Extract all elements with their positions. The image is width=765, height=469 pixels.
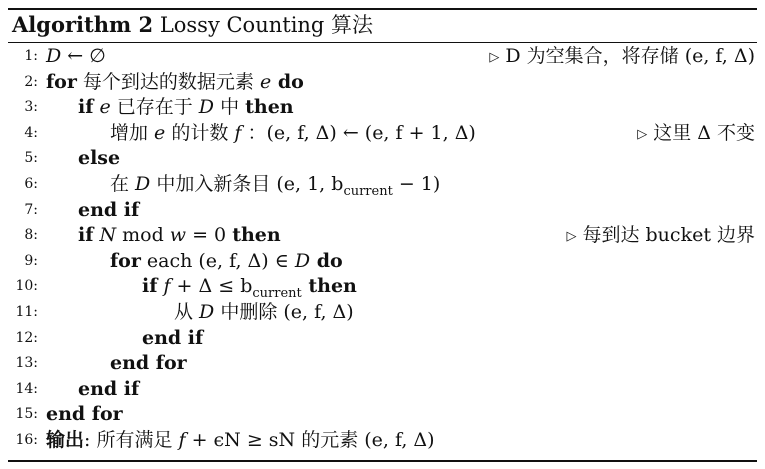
algorithm-body	[8, 44, 757, 454]
statement-fragment: 在	[110, 172, 136, 195]
comment-text: 每到达 bucket 边界	[582, 224, 755, 247]
statement-fragment: 的元素 (e, f, Δ)	[295, 428, 435, 451]
statement-fragment: 每个到达的数据元素	[76, 70, 260, 93]
line-statement	[46, 402, 123, 428]
line-number: 7:	[24, 201, 38, 218]
statement-fragment: current	[343, 183, 393, 199]
statement-fragment: f	[157, 275, 171, 298]
statement-fragment: end if	[78, 198, 140, 221]
line-number: 5:	[24, 150, 38, 167]
statement-fragment: 已存在于	[110, 96, 199, 119]
statement-fragment: f	[234, 121, 242, 144]
statement-fragment: D	[199, 300, 215, 323]
statement-fragment: if	[142, 275, 158, 298]
statement-fragment: do	[310, 249, 343, 272]
algorithm-line	[8, 44, 757, 70]
line-number: 12:	[15, 329, 38, 346]
statement-fragment: end if	[142, 326, 204, 349]
statement-fragment: then	[232, 224, 281, 247]
comment-triangle-icon: ▷	[566, 229, 577, 245]
statement-fragment: for	[46, 70, 77, 93]
statement-fragment: do	[271, 70, 304, 93]
statement-fragment: for	[110, 249, 141, 272]
algorithm-line	[8, 428, 757, 454]
algorithm-line	[8, 249, 757, 275]
statement-fragment: D	[135, 172, 151, 195]
statement-fragment: D	[294, 249, 311, 272]
line-statement	[78, 146, 120, 172]
line-number: 11:	[15, 303, 38, 320]
algorithm-line	[8, 300, 757, 326]
statement-fragment: end if	[78, 377, 140, 400]
algorithm-label: Algorithm 2	[12, 12, 154, 37]
line-comment	[637, 121, 755, 148]
line-comment	[566, 223, 755, 250]
statement-fragment: 中	[214, 96, 246, 119]
algorithm-line	[8, 377, 757, 403]
algorithm-line	[8, 172, 757, 198]
statement-fragment: + Δ ≤ b	[170, 275, 253, 298]
line-number: 14:	[15, 380, 38, 397]
line-statement	[78, 377, 139, 403]
line-number: 9:	[24, 252, 38, 269]
line-statement	[46, 70, 304, 96]
line-statement	[78, 198, 139, 224]
line-number: 16:	[15, 431, 38, 448]
statement-fragment: D	[46, 45, 62, 67]
line-statement	[142, 326, 203, 352]
algorithm-line	[8, 121, 757, 147]
statement-fragment: 中删除 (e, f, Δ)	[214, 300, 354, 323]
statement-fragment: 中加入新条目 (e, 1, b	[150, 172, 344, 195]
statement-fragment: e	[259, 70, 272, 93]
algorithm-line	[8, 146, 757, 172]
statement-fragment: mod	[116, 224, 170, 247]
line-number: 8:	[24, 227, 38, 244]
statement-fragment: else	[78, 147, 121, 170]
algorithm-line	[8, 223, 757, 249]
line-number: 2:	[24, 73, 38, 90]
algorithm-line	[8, 274, 757, 300]
statement-fragment: e	[93, 96, 111, 119]
statement-fragment: w	[169, 224, 187, 247]
statement-fragment: then	[245, 96, 294, 119]
line-statement	[110, 351, 187, 377]
line-number: 13:	[15, 355, 38, 372]
line-statement	[78, 95, 294, 121]
statement-fragment: if	[78, 96, 94, 119]
line-number: 6:	[24, 175, 38, 192]
line-comment	[489, 44, 755, 71]
algorithm-caption	[12, 10, 373, 40]
statement-fragment: D	[198, 96, 215, 119]
statement-fragment: each (e, f, Δ) ∈	[140, 249, 295, 272]
line-statement	[110, 121, 476, 147]
line-number: 4:	[24, 124, 38, 141]
line-number: 1:	[24, 48, 38, 64]
statement-fragment: end for	[110, 352, 187, 375]
line-statement	[46, 428, 435, 454]
algorithm-line	[8, 402, 757, 428]
statement-fragment: current	[252, 286, 302, 302]
statement-fragment: end for	[46, 403, 123, 426]
algorithm-line	[8, 95, 757, 121]
line-statement	[46, 44, 106, 70]
comment-triangle-icon: ▷	[489, 50, 500, 65]
line-statement	[174, 300, 354, 326]
statement-fragment: e	[154, 121, 166, 144]
algorithm-title: Lossy Counting 算法	[159, 13, 374, 37]
statement-fragment: 的计数	[165, 121, 235, 144]
statement-fragment: if	[78, 224, 94, 247]
statement-fragment: 输出	[46, 428, 85, 451]
statement-fragment: ：(e, f, Δ) ← (e, f + 1, Δ)	[241, 121, 476, 144]
comment-text: D 为空集合，将存储 (e, f, Δ)	[505, 45, 755, 67]
comment-triangle-icon: ▷	[637, 126, 648, 142]
statement-fragment: then	[301, 275, 357, 298]
statement-fragment: N	[93, 224, 117, 247]
statement-fragment: + ϵN ≥ sN	[185, 428, 296, 451]
statement-fragment: 从	[174, 300, 200, 323]
statement-fragment: ← ∅	[61, 45, 106, 67]
line-number: 3:	[24, 99, 38, 116]
line-statement	[142, 274, 357, 300]
comment-text: 这里 Δ 不变	[653, 121, 755, 144]
line-number: 15:	[15, 406, 38, 423]
line-statement	[110, 172, 440, 198]
algorithm-line	[8, 198, 757, 224]
line-statement	[110, 249, 343, 275]
algorithm-line	[8, 351, 757, 377]
algorithm-line	[8, 70, 757, 96]
line-statement	[78, 223, 281, 249]
statement-fragment: : 所有满足	[84, 428, 179, 451]
bottom-rule	[8, 460, 757, 462]
statement-fragment: = 0	[186, 224, 233, 247]
statement-fragment: − 1)	[392, 172, 441, 195]
caption-rule	[8, 42, 757, 43]
statement-fragment: 增加	[110, 121, 155, 144]
algorithm-line	[8, 326, 757, 352]
statement-fragment: f	[178, 428, 186, 451]
line-number: 10:	[15, 278, 38, 295]
